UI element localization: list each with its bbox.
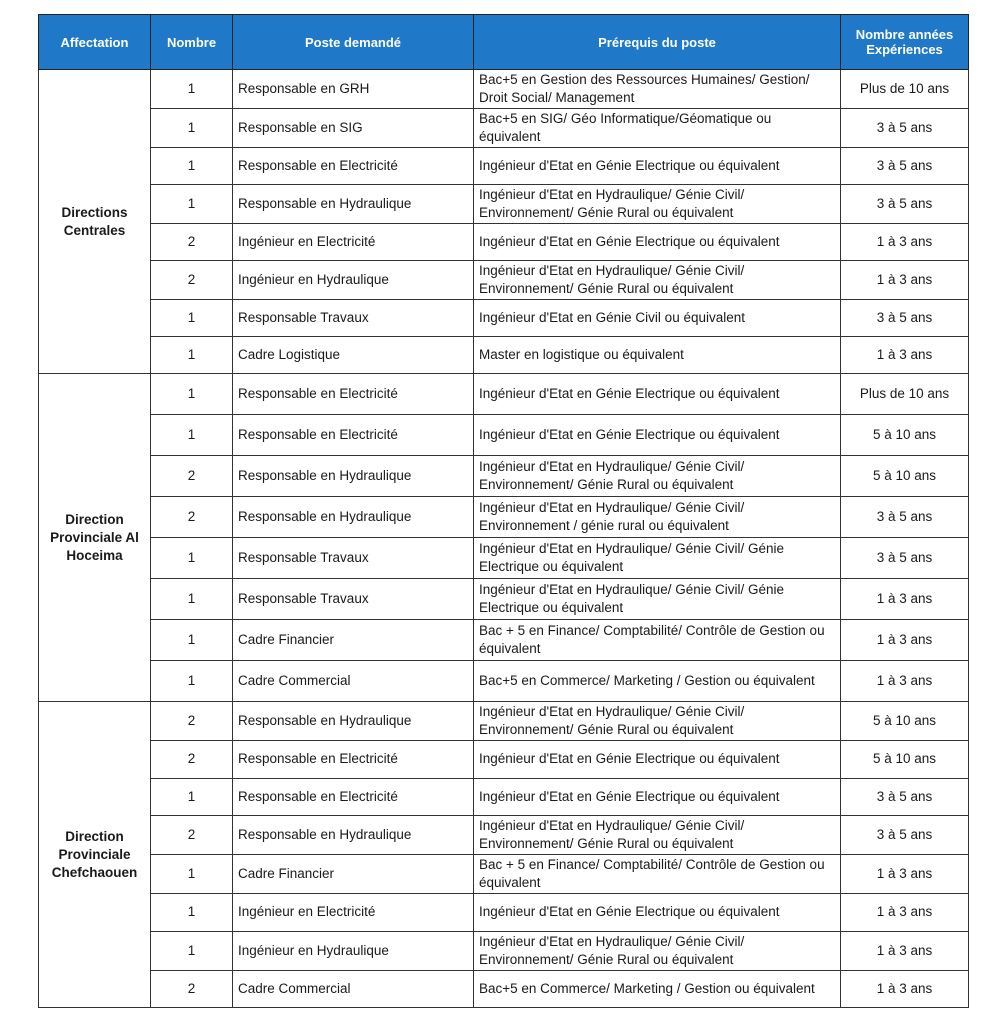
nombre-cell: 1 [151, 855, 233, 894]
experience-cell: 1 à 3 ans [841, 579, 969, 620]
poste-cell: Responsable en GRH [233, 70, 474, 109]
prerequis-cell: Ingénieur d'Etat en Hydraulique/ Génie Civil/ Environnement/ Génie Rural ou équivalent [474, 261, 841, 300]
prerequis-cell: Ingénieur d'Etat en Hydraulique/ Génie Civil/ Environnement/ Génie Rural ou équivalent [474, 816, 841, 855]
table-row [39, 778, 969, 816]
nombre-cell: 2 [151, 456, 233, 497]
experience-cell: 3 à 5 ans [841, 538, 969, 579]
experience-cell: Plus de 10 ans [841, 70, 969, 109]
nombre-cell: 1 [151, 300, 233, 337]
nombre-cell: 1 [151, 579, 233, 620]
prerequis-cell: Bac+5 en Gestion des Ressources Humaines/ Gestion/ Droit Social/ Management [474, 70, 841, 109]
experience-cell: 1 à 3 ans [841, 931, 969, 970]
poste-cell: Cadre Financier [233, 855, 474, 894]
experience-cell: 1 à 3 ans [841, 855, 969, 894]
table-row [39, 497, 969, 538]
experience-cell: 1 à 3 ans [841, 661, 969, 702]
nombre-cell: 1 [151, 185, 233, 224]
header-prerequis: Prérequis du poste [474, 15, 841, 70]
poste-cell: Responsable en Hydraulique [233, 702, 474, 741]
nombre-cell: 1 [151, 538, 233, 579]
table-row [39, 855, 969, 894]
experience-cell: 3 à 5 ans [841, 816, 969, 855]
table-row [39, 894, 969, 932]
nombre-cell: 1 [151, 894, 233, 932]
table-row [39, 300, 969, 337]
prerequis-cell: Master en logistique ou équivalent [474, 337, 841, 374]
prerequis-cell: Ingénieur d'Etat en Génie Electrique ou équivalent [474, 741, 841, 779]
table-row [39, 970, 969, 1008]
prerequis-cell: Ingénieur d'Etat en Génie Electrique ou équivalent [474, 148, 841, 185]
experience-cell: 1 à 3 ans [841, 620, 969, 661]
header-experience: Nombre années Expériences [841, 15, 969, 70]
nombre-cell: 2 [151, 970, 233, 1008]
nombre-cell: 1 [151, 931, 233, 970]
experience-cell: 1 à 3 ans [841, 261, 969, 300]
nombre-cell: 1 [151, 778, 233, 816]
prerequis-cell: Ingénieur d'Etat en Génie Electrique ou équivalent [474, 778, 841, 816]
prerequis-cell: Ingénieur d'Etat en Génie Civil ou équivalent [474, 300, 841, 337]
poste-cell: Responsable en Electricité [233, 148, 474, 185]
table-row [39, 579, 969, 620]
prerequis-cell: Ingénieur d'Etat en Hydraulique/ Génie Civil/ Environnement/ Génie Rural ou équivalent [474, 185, 841, 224]
table-row [39, 185, 969, 224]
prerequis-cell: Bac + 5 en Finance/ Comptabilité/ Contrôle de Gestion ou équivalent [474, 620, 841, 661]
experience-cell: 3 à 5 ans [841, 109, 969, 148]
poste-cell: Responsable en Hydraulique [233, 456, 474, 497]
experience-cell: 5 à 10 ans [841, 741, 969, 779]
prerequis-cell: Ingénieur d'Etat en Hydraulique/ Génie Civil/ Génie Electrique ou équivalent [474, 538, 841, 579]
table-row [39, 109, 969, 148]
nombre-cell: 2 [151, 224, 233, 261]
experience-cell: 1 à 3 ans [841, 970, 969, 1008]
prerequis-cell: Bac + 5 en Finance/ Comptabilité/ Contrôle de Gestion ou équivalent [474, 855, 841, 894]
prerequis-cell: Ingénieur d'Etat en Hydraulique/ Génie Civil/ Environnement/ Génie Rural ou équivalent [474, 702, 841, 741]
table-row [39, 538, 969, 579]
poste-cell: Cadre Logistique [233, 337, 474, 374]
poste-cell: Responsable en SIG [233, 109, 474, 148]
poste-cell: Responsable Travaux [233, 538, 474, 579]
poste-cell: Responsable Travaux [233, 579, 474, 620]
experience-cell: 5 à 10 ans [841, 702, 969, 741]
prerequis-cell: Bac+5 en SIG/ Géo Informatique/Géomatique ou équivalent [474, 109, 841, 148]
poste-cell: Responsable en Hydraulique [233, 816, 474, 855]
table-row [39, 70, 969, 109]
experience-cell: 3 à 5 ans [841, 300, 969, 337]
prerequis-cell: Ingénieur d'Etat en Génie Electrique ou équivalent [474, 224, 841, 261]
prerequis-cell: Bac+5 en Commerce/ Marketing / Gestion ou équivalent [474, 970, 841, 1008]
table-row [39, 620, 969, 661]
poste-cell: Responsable en Electricité [233, 415, 474, 456]
header-poste: Poste demandé [233, 15, 474, 70]
nombre-cell: 1 [151, 374, 233, 415]
experience-cell: 1 à 3 ans [841, 224, 969, 261]
poste-cell: Cadre Commercial [233, 970, 474, 1008]
prerequis-cell: Bac+5 en Commerce/ Marketing / Gestion ou équivalent [474, 661, 841, 702]
experience-cell: 1 à 3 ans [841, 337, 969, 374]
nombre-cell: 1 [151, 148, 233, 185]
poste-cell: Responsable en Hydraulique [233, 185, 474, 224]
nombre-cell: 1 [151, 109, 233, 148]
table-row [39, 661, 969, 702]
poste-cell: Responsable en Electricité [233, 374, 474, 415]
prerequis-cell: Ingénieur d'Etat en Hydraulique/ Génie Civil/ Environnement / génie rural ou équivalent [474, 497, 841, 538]
table-row [39, 741, 969, 779]
experience-cell: 1 à 3 ans [841, 894, 969, 932]
nombre-cell: 1 [151, 661, 233, 702]
nombre-cell: 1 [151, 70, 233, 109]
poste-cell: Ingénieur en Electricité [233, 894, 474, 932]
experience-cell: 3 à 5 ans [841, 148, 969, 185]
table-row [39, 702, 969, 741]
table-row [39, 816, 969, 855]
nombre-cell: 2 [151, 261, 233, 300]
poste-cell: Responsable Travaux [233, 300, 474, 337]
prerequis-cell: Ingénieur d'Etat en Hydraulique/ Génie Civil/ Environnement/ Génie Rural ou équivalent [474, 931, 841, 970]
poste-cell: Cadre Commercial [233, 661, 474, 702]
job-offers-table [38, 14, 969, 1008]
table-row [39, 374, 969, 415]
table-row [39, 337, 969, 374]
poste-cell: Responsable en Electricité [233, 778, 474, 816]
poste-cell: Responsable en Electricité [233, 741, 474, 779]
nombre-cell: 2 [151, 816, 233, 855]
prerequis-cell: Ingénieur d'Etat en Hydraulique/ Génie Civil/ Environnement/ Génie Rural ou équivalent [474, 456, 841, 497]
table-row [39, 224, 969, 261]
poste-cell: Cadre Financier [233, 620, 474, 661]
experience-cell: 5 à 10 ans [841, 415, 969, 456]
nombre-cell: 1 [151, 620, 233, 661]
experience-cell: Plus de 10 ans [841, 374, 969, 415]
affectation-cell: Directions Centrales [39, 70, 151, 374]
prerequis-cell: Ingénieur d'Etat en Génie Electrique ou équivalent [474, 894, 841, 932]
table-row [39, 931, 969, 970]
poste-cell: Ingénieur en Hydraulique [233, 931, 474, 970]
table-row [39, 148, 969, 185]
nombre-cell: 1 [151, 337, 233, 374]
experience-cell: 3 à 5 ans [841, 778, 969, 816]
table-row [39, 456, 969, 497]
nombre-cell: 2 [151, 741, 233, 779]
affectation-cell: Direction Provinciale Chefchaouen [39, 702, 151, 1008]
prerequis-cell: Ingénieur d'Etat en Hydraulique/ Génie Civil/ Génie Electrique ou équivalent [474, 579, 841, 620]
prerequis-cell: Ingénieur d'Etat en Génie Electrique ou équivalent [474, 374, 841, 415]
experience-cell: 3 à 5 ans [841, 497, 969, 538]
header-nombre: Nombre [151, 15, 233, 70]
prerequis-cell: Ingénieur d'Etat en Génie Electrique ou équivalent [474, 415, 841, 456]
nombre-cell: 2 [151, 702, 233, 741]
poste-cell: Ingénieur en Hydraulique [233, 261, 474, 300]
nombre-cell: 1 [151, 415, 233, 456]
nombre-cell: 2 [151, 497, 233, 538]
header-row [39, 15, 969, 70]
affectation-cell: Direction Provinciale Al Hoceima [39, 374, 151, 702]
experience-cell: 3 à 5 ans [841, 185, 969, 224]
experience-cell: 5 à 10 ans [841, 456, 969, 497]
table-row [39, 415, 969, 456]
header-affectation: Affectation [39, 15, 151, 70]
table-row [39, 261, 969, 300]
poste-cell: Ingénieur en Electricité [233, 224, 474, 261]
poste-cell: Responsable en Hydraulique [233, 497, 474, 538]
